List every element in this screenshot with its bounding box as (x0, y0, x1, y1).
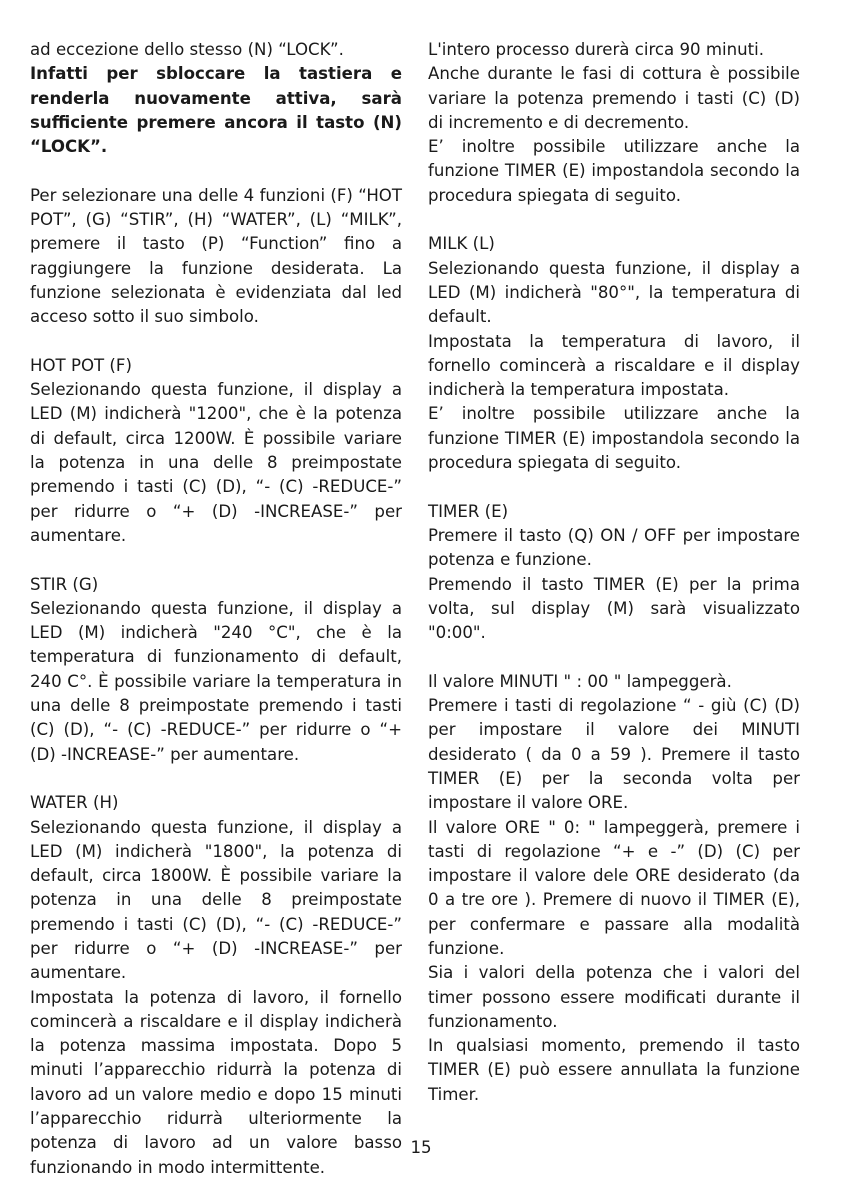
right-paragraph: TIMER (E) (428, 501, 509, 521)
left-paragraph: ad eccezione dello stesso (N) “LOCK”. (30, 40, 344, 59)
left-paragraph: Selezionando questa funzione, il display a LED (M) indicherà "1800", la potenza di default, circa 1800W. È possibile variare la potenza in una delle 8 preimpostate premendo i tasti (C) (D), “- (C) -REDUCE-” per ridurre o “+ (D) -INCREASE-” per aumentare. (30, 817, 402, 983)
left-paragraph: Selezionando questa funzione, il display a LED (M) indicherà "240 °C", che è la temperatura di funzionamento di default, 240 C°. È possibile variare la temperatura in una delle 8 preimpostate premendo i tasti (C) (D), “- (C) -REDUCE-” per ridurre o “+ (D) -INCREASE-” per aumentare. (30, 598, 402, 764)
right-paragraph: Premere i tasti di regolazione “ - giù (C) (D) per impostare il valore dei MINUTI desiderato ( da 0 a 59 ). Premere il tasto TIMER (E) per la seconda volta per impostare il valore ORE. (428, 696, 800, 813)
left-paragraph: Per selezionare una delle 4 funzioni (F) “HOT POT”, (G) “STIR”, (H) “WATER”, (L) “MILK”, premere il tasto (P) “Function” fino a raggiungere la funzione desiderata. La funzione selezionata è evidenziata dal led acceso sotto il suo simbolo. (30, 185, 402, 327)
left-paragraph: Impostata la potenza di lavoro, il fornello comincerà a riscaldare e il display indicherà la potenza massima impostata. Dopo 5 minuti l’apparecchio ridurrà la potenza di lavoro ad un valore medio e dopo 15 minuti l’apparecchio ridurrà ulteriormente la potenza di lavoro ad un valore basso funzionando in modo intermittente. (30, 987, 402, 1177)
right-paragraph: Il valore MINUTI " : 00 " lampeggerà. (428, 671, 732, 691)
right-paragraph: Premere il tasto (Q) ON / OFF per impostare potenza e funzione. (428, 525, 800, 570)
right-paragraph: Impostata la temperatura di lavoro, il fornello comincerà a riscaldare e il display indicherà la temperatura impostata. (428, 331, 800, 400)
right-column (428, 38, 800, 1107)
right-paragraph: MILK (L) (428, 234, 495, 254)
left-paragraph: WATER (H) (30, 793, 119, 813)
right-paragraph: Il valore ORE " 0: " lampeggerà, premere i tasti di regolazione “+ e -” (D) (C) per impostare il valore dele ORE desiderato (da 0 a tre ore ). Premere di nuovo il TIMER (E), per confermare e passare alla modalità funzione. (428, 817, 800, 958)
right-paragraph: Premendo il tasto TIMER (E) per la prima volta, sul display (M) sarà visualizzato "0:00". (428, 574, 800, 643)
right-paragraph: Sia i valori della potenza che i valori del timer possono essere modificati durante il funzionamento. (428, 963, 800, 1031)
right-paragraph: L'intero processo durerà circa 90 minuti. (428, 40, 765, 59)
right-paragraph: E’ inoltre possibile utilizzare anche la funzione TIMER (E) impostandola secondo la procedura spiegata di seguito. (428, 404, 800, 473)
left-column (30, 38, 402, 1180)
right-paragraph: In qualsiasi momento, premendo il tasto TIMER (E) può essere annullata la funzione Timer. (428, 1036, 800, 1104)
left-paragraph: Selezionando questa funzione, il display a LED (M) indicherà "1200", che è la potenza di default, circa 1200W. È possibile variare la potenza in una delle 8 preimpostate premendo i tasti (C) (D), “- (C) -REDUCE-” per ridurre o “+ (D) -INCREASE-” per aumentare. (30, 380, 402, 545)
right-paragraph: E’ inoltre possibile utilizzare anche la funzione TIMER (E) impostandola secondo la procedura spiegata di seguito. (428, 137, 800, 205)
right-paragraph: Anche durante le fasi di cottura è possibile variare la potenza premendo i tasti (C) (D) di incremento e di decremento. (428, 64, 800, 132)
right-paragraph: Selezionando questa funzione, il display a LED (M) indicherà "80°", la temperatura di default. (428, 258, 800, 327)
left-paragraph: STIR (G) (30, 574, 99, 594)
left-paragraph: Infatti per sbloccare la tastiera e renderla nuovamente attiva, sarà sufficiente premere ancora il tasto (N) “LOCK”. (30, 64, 402, 157)
left-paragraph: HOT POT (F) (30, 355, 132, 375)
page-number: 15 (410, 1138, 432, 1157)
